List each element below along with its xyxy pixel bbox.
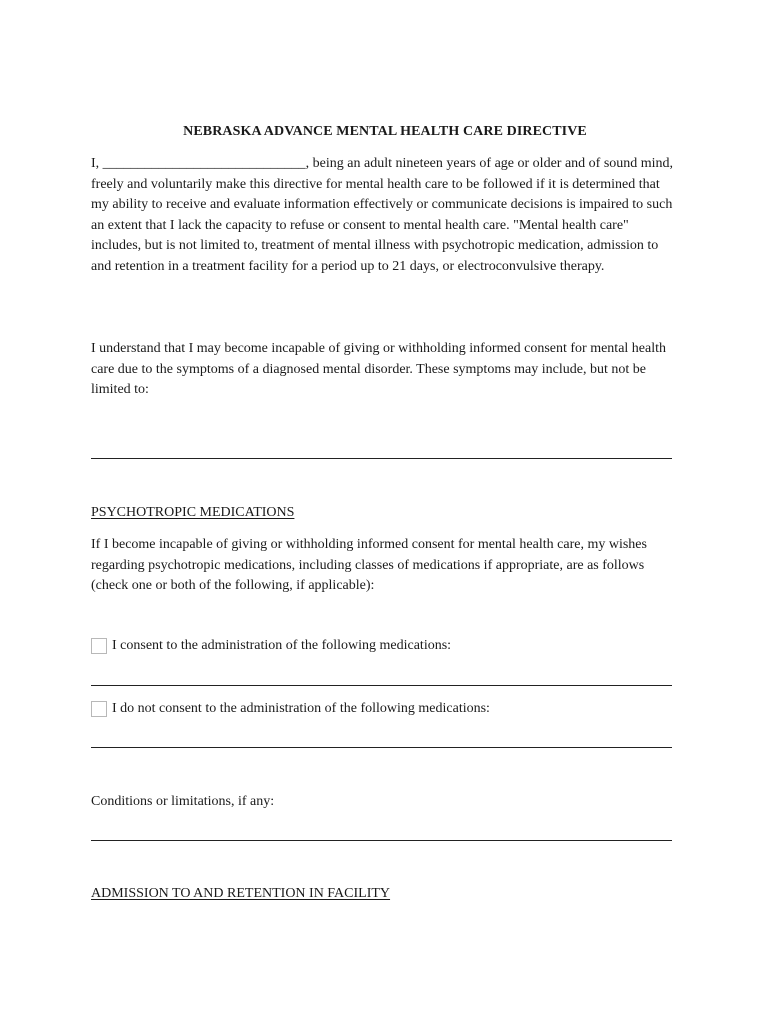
consent-blank-line[interactable] bbox=[91, 685, 672, 686]
consent-option bbox=[91, 638, 451, 654]
document-title: NEBRASKA ADVANCE MENTAL HEALTH CARE DIRECTIVE bbox=[183, 124, 587, 139]
no-consent-option bbox=[91, 701, 490, 717]
no-consent-blank-line[interactable] bbox=[91, 747, 672, 748]
admission-heading: ADMISSION TO AND RETENTION IN FACILITY bbox=[91, 886, 391, 901]
symptoms-blank-line[interactable] bbox=[91, 458, 672, 459]
conditions-label: Conditions or limitations, if any: bbox=[91, 794, 275, 809]
psychotropic-paragraph: If I become incapable of giving or withholding informed consent for mental health care, my wishes regarding psychotropic medications, including classes of medications if appropriate, are as follows (check one or both of the following, if applicable): bbox=[91, 537, 647, 593]
no-consent-checkbox[interactable] bbox=[91, 701, 107, 717]
consent-label: I consent to the administration of the following medications: bbox=[112, 638, 452, 653]
conditions-blank-line[interactable] bbox=[91, 840, 672, 841]
intro-paragraph: I, _____________________________, being an adult nineteen years of age or older and of sound mind, freely and voluntarily make this directive for mental health care to be followed if it is determined that my ability to receive and evaluate information effectively or communicate decisions is impaired to such an extent that I lack the capacity to refuse or consent to mental health care. "Mental health care" includes, but is not limited to, treatment of mental illness with psychotropic medication, admission to and retention in a treatment facility for a period up to 21 days, or electroconvulsive therapy. bbox=[91, 156, 674, 274]
psychotropic-heading: PSYCHOTROPIC MEDICATIONS bbox=[91, 505, 295, 520]
no-consent-label: I do not consent to the administration of the following medications: bbox=[112, 701, 490, 716]
consent-checkbox[interactable] bbox=[91, 638, 107, 654]
symptoms-paragraph: I understand that I may become incapable of giving or withholding informed consent for mental health care due to the symptoms of a diagnosed mental disorder. These symptoms may include, but not be limited to: bbox=[91, 341, 666, 397]
